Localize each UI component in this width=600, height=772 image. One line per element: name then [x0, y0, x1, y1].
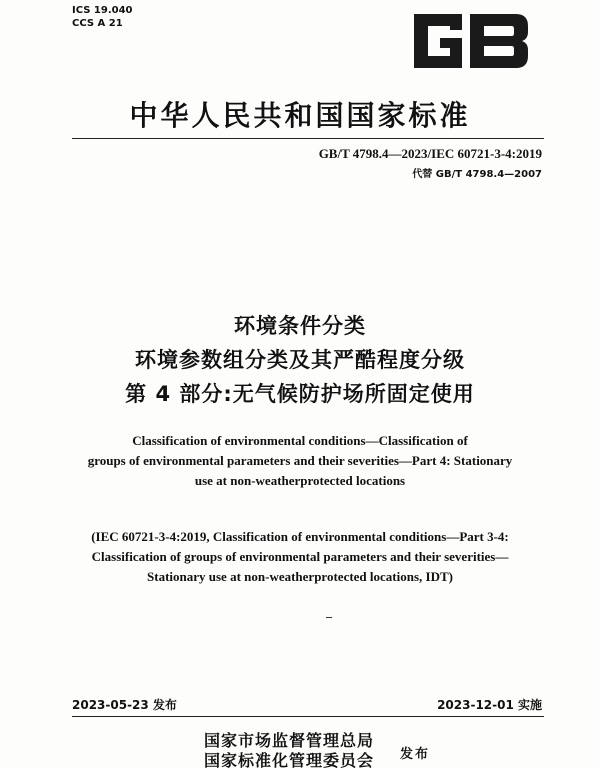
- header-divider: [72, 138, 544, 139]
- title-zh-line3: 第 4 部分:无气候防护场所固定使用: [125, 382, 475, 406]
- issuer-sac: 国家标准化管理委员会: [204, 753, 375, 770]
- ics-code: ICS 19.040: [72, 5, 133, 16]
- gb-logo: [404, 6, 536, 76]
- publication-date: 2023-05-23 发布: [72, 698, 177, 712]
- replaces-note: 代替 GB/T 4798.4—2007: [412, 169, 542, 180]
- ccs-code: CCS A 21: [72, 18, 123, 29]
- title-zh-line1: 环境条件分类: [234, 314, 366, 338]
- issue-label: 发布: [400, 746, 431, 761]
- title-en: [60, 431, 540, 491]
- title-en-line3: use at non-weatherprotected locations: [194, 473, 406, 488]
- footer-divider: [72, 716, 544, 717]
- gb-logo-text: GB: [470, 74, 472, 75]
- decorative-dash: [326, 617, 332, 618]
- adoption-line3: Stationary use at non-weatherprotected locations, IDT): [147, 569, 453, 584]
- title-en-line1: Classification of environmental conditions—Classification of: [132, 433, 468, 448]
- adoption-statement: [40, 527, 560, 587]
- title-en-line2: groups of environmental parameters and their severities—Part 4: Stationary: [87, 453, 513, 468]
- implementation-date: 2023-12-01 实施: [437, 698, 542, 712]
- adoption-line2: Classification of groups of environmental parameters and their severities—: [91, 549, 509, 564]
- title-zh-line2: 环境参数组分类及其严酷程度分级: [135, 348, 465, 372]
- standard-number: GB/T 4798.4—2023/IEC 60721-3-4:2019: [318, 146, 542, 161]
- classification-codes: [72, 4, 133, 30]
- issuing-authorities: [204, 732, 374, 772]
- adoption-line1: (IEC 60721-3-4:2019, Classification of environmental conditions—Part 3-4:: [91, 529, 509, 544]
- standard-type-heading: 中华人民共和国国家标准: [129, 101, 471, 132]
- issuer-samr: 国家市场监督管理总局: [204, 733, 375, 750]
